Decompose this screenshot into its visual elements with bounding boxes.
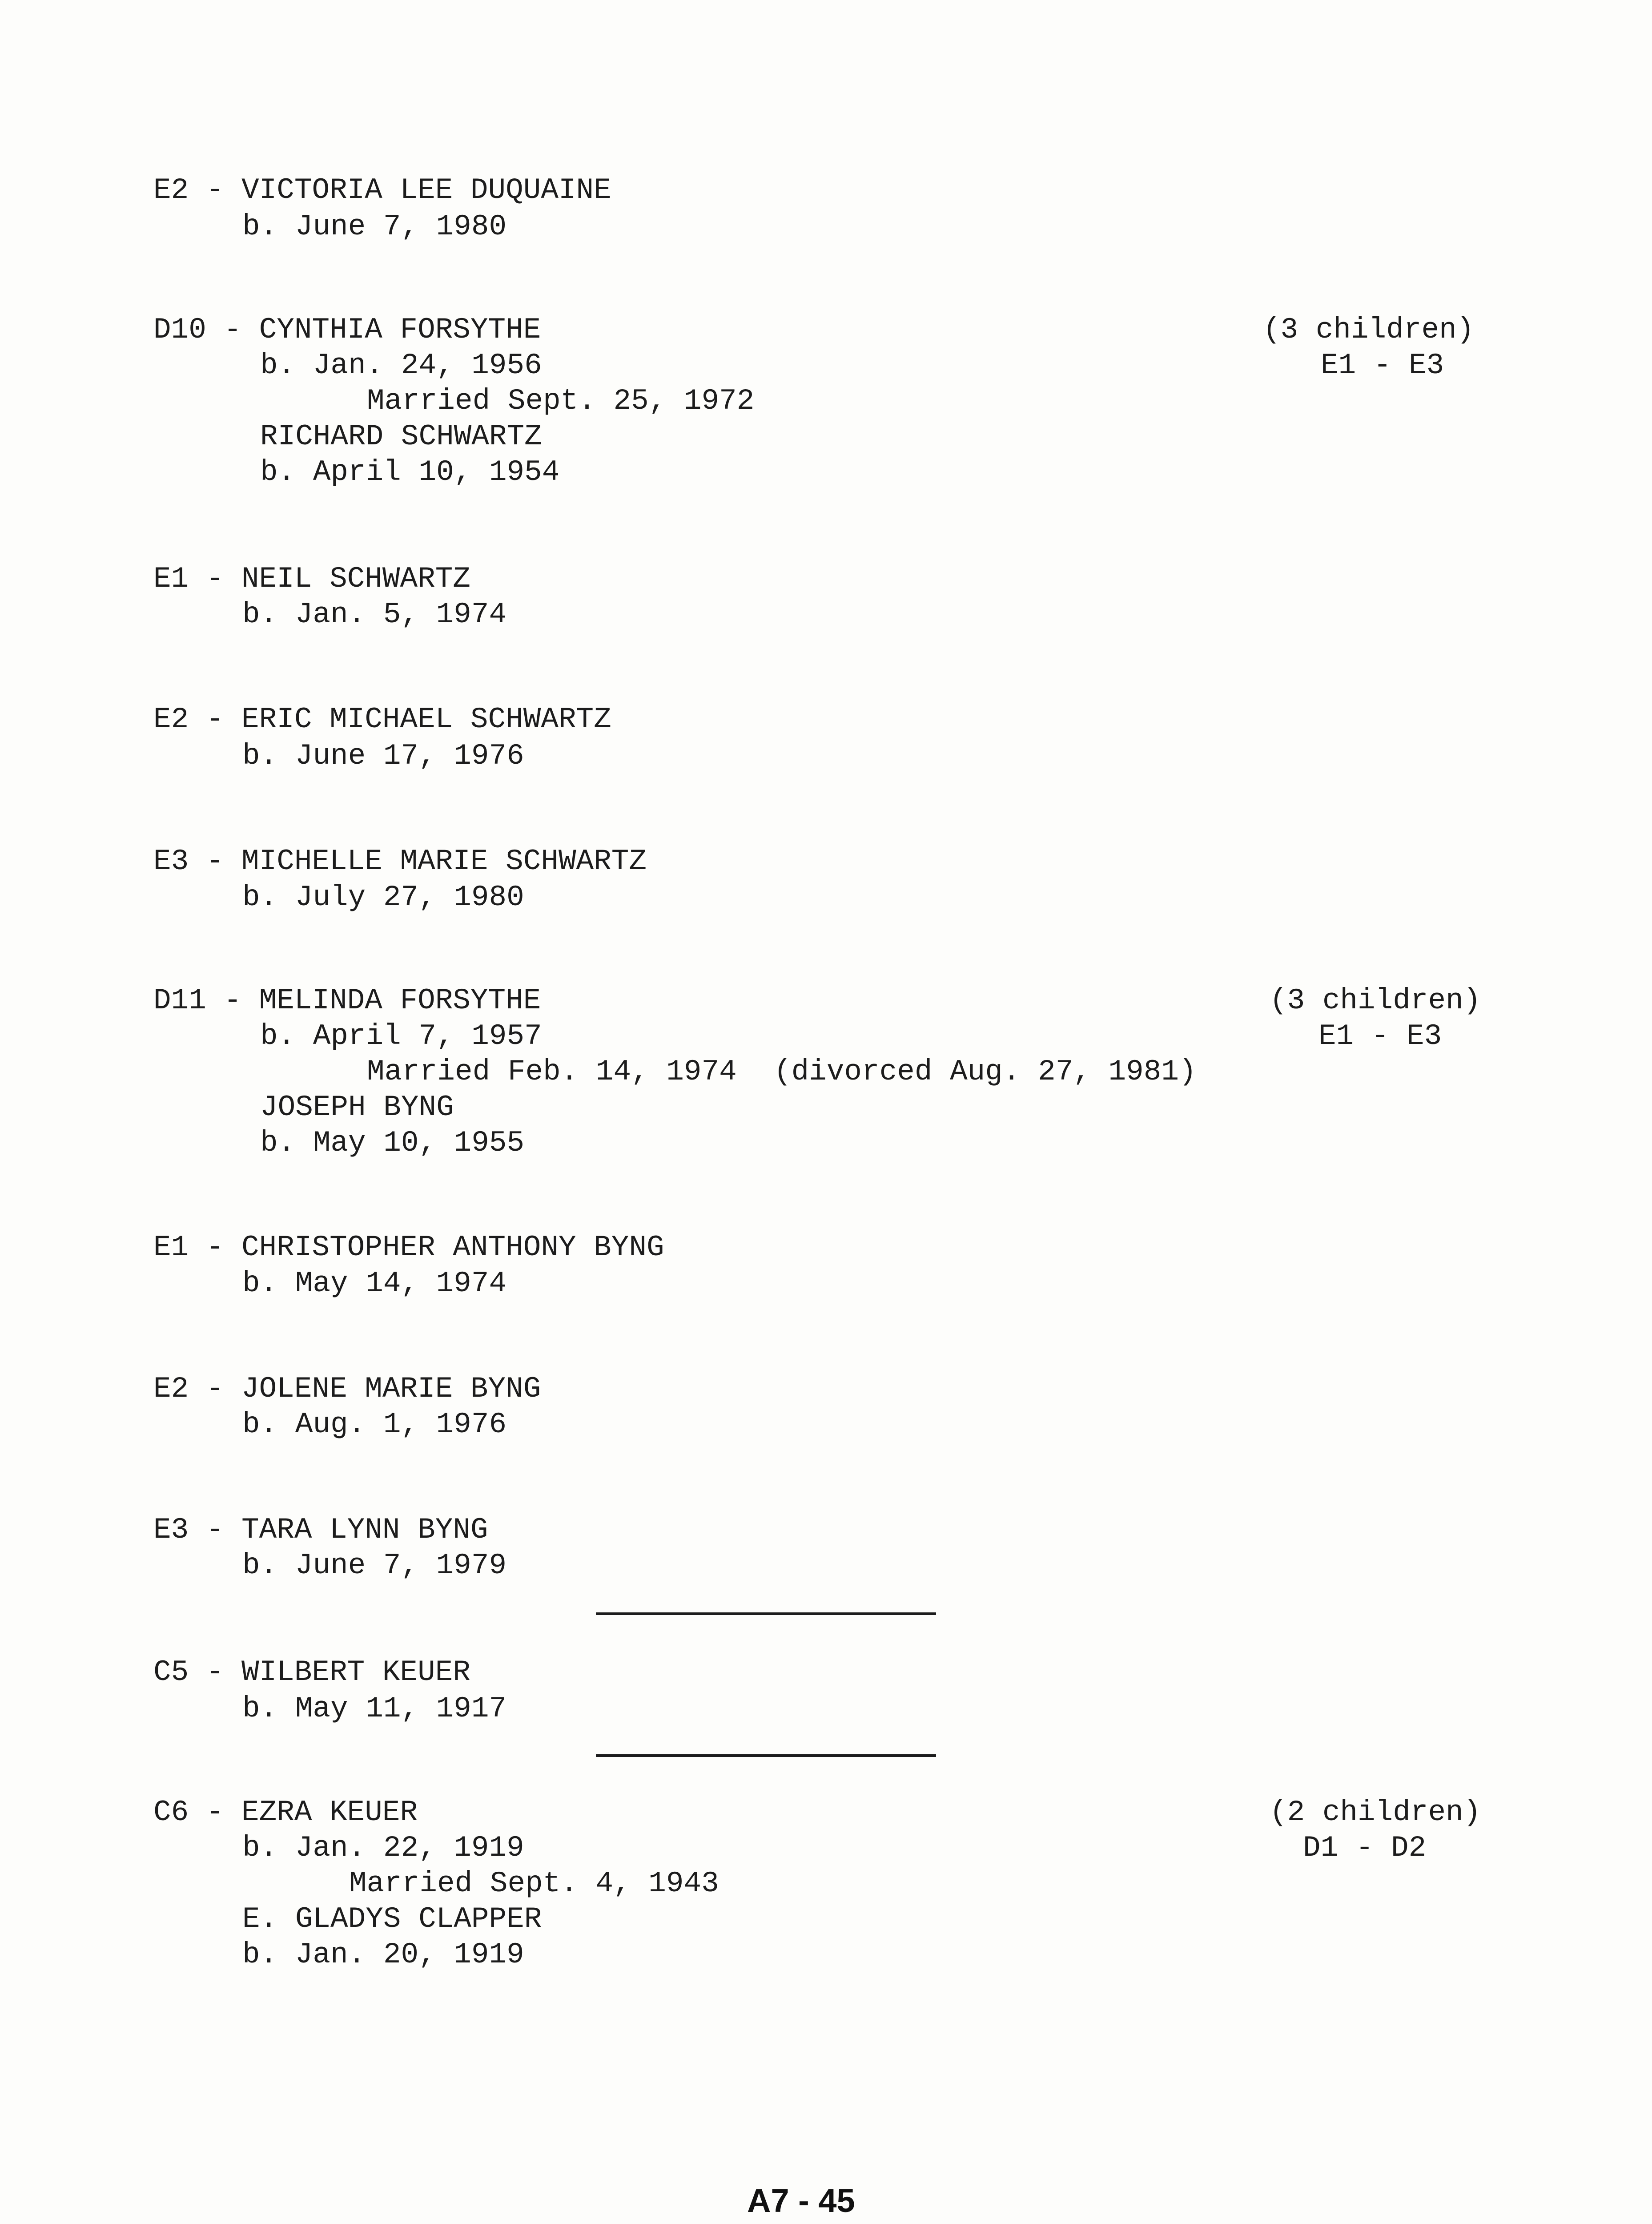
entry-heading: E3 - TARA LYNN BYNG [153,1513,488,1547]
children-range: E1 - E3 [1318,1019,1442,1053]
entry-birth: b. June 7, 1979 [242,1549,507,1582]
children-range: E1 - E3 [1321,349,1444,382]
entry-birth: b. July 27, 1980 [242,881,524,914]
entry-marriage: Married Sept. 25, 1972 [367,384,755,418]
entry-heading: E2 - ERIC MICHAEL SCHWARTZ [153,703,611,736]
section-divider [596,1612,936,1615]
entry-birth: b. Jan. 22, 1919 [242,1831,524,1865]
entry-marriage: Married Sept. 4, 1943 [349,1867,719,1900]
entry-heading: E2 - JOLENE MARIE BYNG [153,1372,541,1406]
entry-spouse: E. GLADYS CLAPPER [242,1902,542,1936]
entry-birth: b. Jan. 24, 1956 [260,349,542,382]
entry-heading: D10 - CYNTHIA FORSYTHE [153,313,541,346]
entry-heading: E3 - MICHELLE MARIE SCHWARTZ [153,845,647,878]
entry-heading: E1 - NEIL SCHWARTZ [153,562,470,596]
section-divider [596,1754,936,1757]
entry-birth: b. Jan. 5, 1974 [242,598,507,631]
entry-spouse-birth: b. April 10, 1954 [260,455,560,489]
page-number: A7 - 45 [747,2182,855,2219]
entry-birth: b. May 14, 1974 [242,1267,507,1300]
entry-spouse: RICHARD SCHWARTZ [260,420,542,453]
children-count: (2 children) [1270,1796,1481,1829]
children-count: (3 children) [1270,984,1481,1017]
entry-heading: C5 - WILBERT KEUER [153,1656,470,1689]
entry-spouse: JOSEPH BYNG [260,1091,454,1124]
entry-birth: b. June 17, 1976 [242,739,524,773]
entry-birth: b. Aug. 1, 1976 [242,1408,507,1441]
entry-spouse-birth: b. Jan. 20, 1919 [242,1938,524,1971]
entry-heading: E1 - CHRISTOPHER ANTHONY BYNG [153,1231,664,1264]
entry-birth: b. June 7, 1980 [242,210,507,243]
children-count: (3 children) [1263,313,1475,346]
entry-spouse-birth: b. May 10, 1955 [260,1126,525,1160]
entry-birth: b. April 7, 1957 [260,1019,542,1053]
divorce-note: (divorced Aug. 27, 1981) [774,1055,1197,1088]
entry-birth: b. May 11, 1917 [242,1692,507,1725]
entry-heading: C6 - EZRA KEUER [153,1796,418,1829]
entry-heading: D11 - MELINDA FORSYTHE [153,984,541,1017]
entry-marriage: Married Feb. 14, 1974 [367,1055,737,1088]
children-range: D1 - D2 [1303,1831,1427,1865]
entry-heading: E2 - VICTORIA LEE DUQUAINE [153,173,611,207]
